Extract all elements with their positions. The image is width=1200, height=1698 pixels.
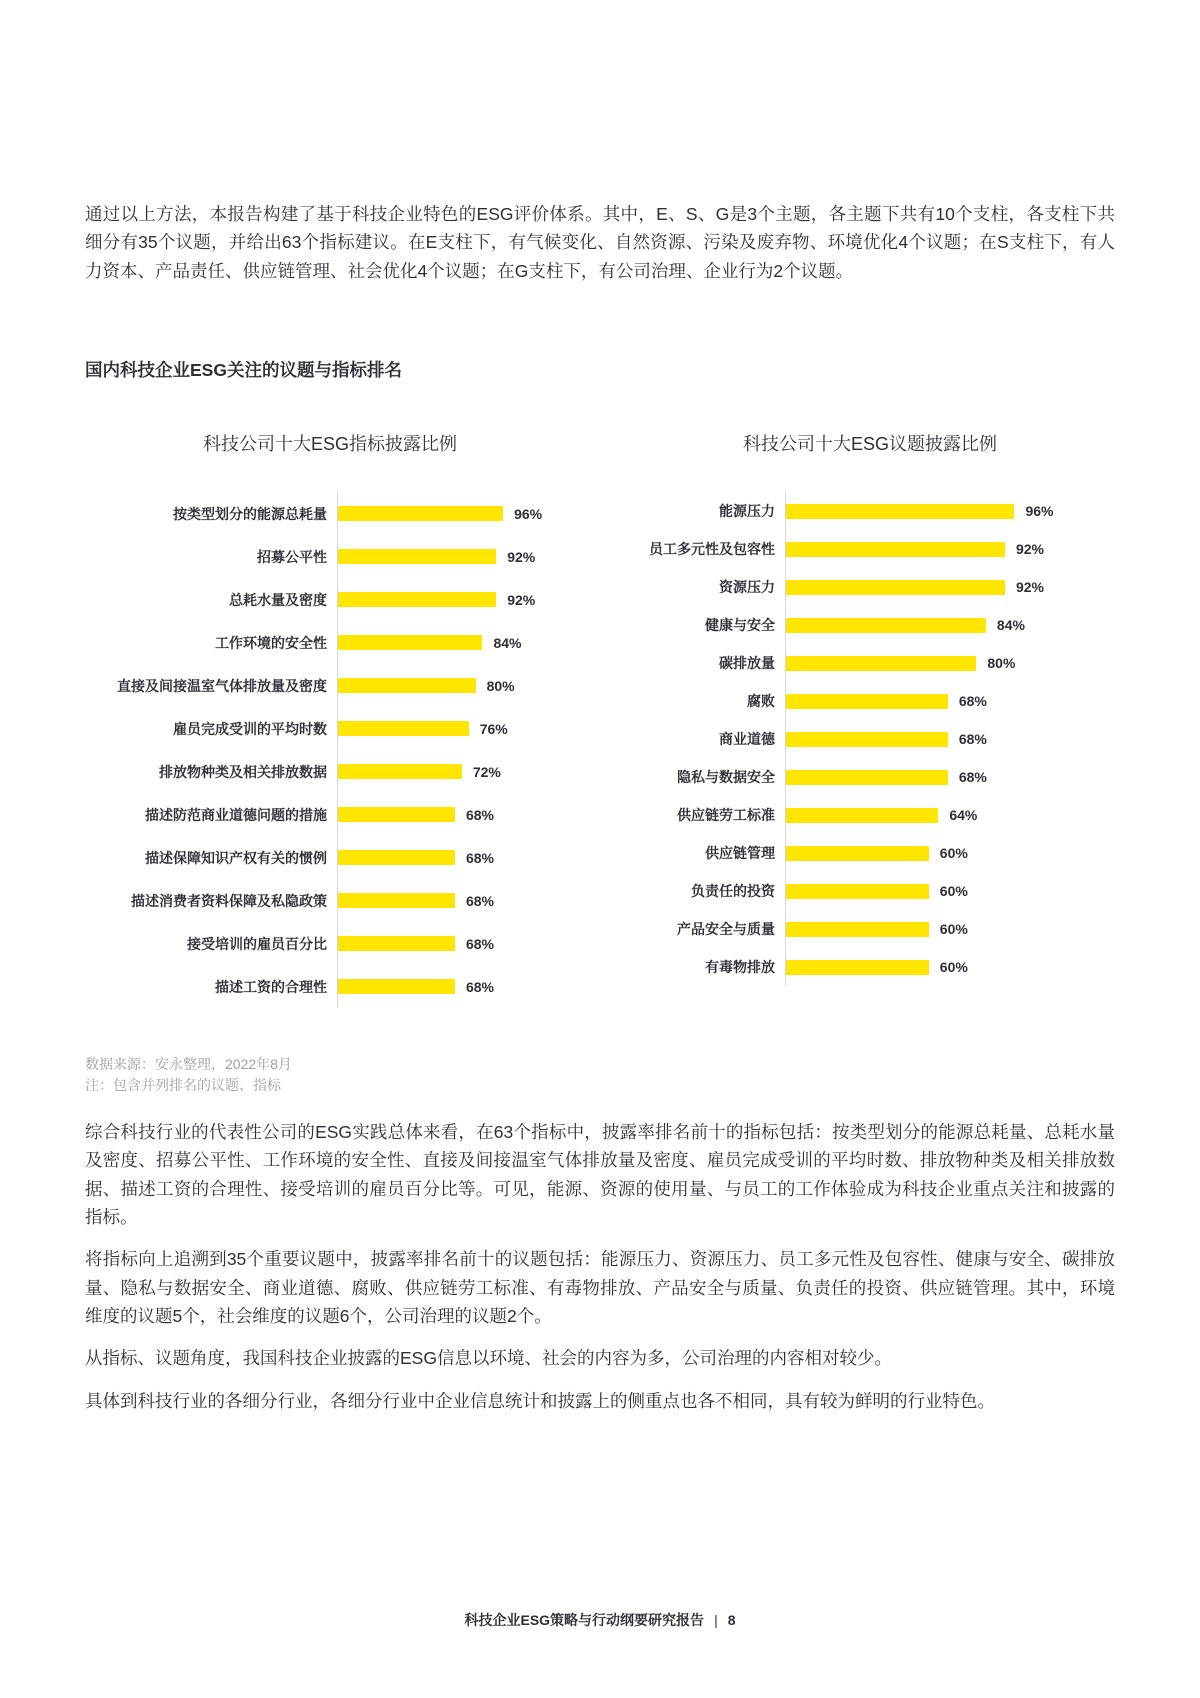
bar-category-label: 排放物种类及相关排放数据 [159, 763, 327, 780]
chart-row [635, 872, 1105, 910]
chart-row [95, 793, 565, 836]
bar [338, 850, 455, 865]
bar-area [785, 720, 1105, 758]
bar-category-label: 描述防范商业道德问题的措施 [145, 806, 327, 823]
bar [338, 549, 496, 564]
bar [786, 542, 1005, 557]
page-footer [0, 1610, 1200, 1630]
bar-value-label: 68% [465, 892, 494, 909]
bar-value-label: 92% [1015, 579, 1044, 596]
bar-area [785, 492, 1105, 530]
bar-value-label: 84% [493, 634, 522, 651]
bar-category-label: 总耗水量及密度 [229, 591, 327, 608]
source-note [85, 1054, 1115, 1096]
bar-area [337, 965, 565, 1008]
body-paragraph: 具体到科技行业的各细分行业，各细分行业中企业信息统计和披露上的侧重点也各不相同，具有较为鲜明的行业特色。 [85, 1390, 995, 1411]
bar-value-label: 92% [507, 591, 536, 608]
bar-category-label: 员工多元性及包容性 [649, 541, 775, 558]
bar-value-label: 96% [514, 505, 543, 522]
bar [786, 504, 1014, 519]
bar [338, 721, 469, 736]
chart-row [95, 836, 565, 879]
chart-row [95, 535, 565, 578]
note-line: 注：包含并列排名的议题、指标 [85, 1077, 281, 1094]
chart-rows [95, 492, 565, 1008]
chart-title: 科技公司十大ESG指标披露比例 [202, 434, 457, 455]
bar-value-label: 68% [465, 806, 494, 823]
bar-category-label: 能源压力 [719, 503, 775, 520]
bar-value-label: 68% [465, 935, 494, 952]
bar-category-label: 招募公平性 [257, 548, 327, 565]
bar-category-label: 描述保障知识产权有关的惯例 [145, 849, 327, 866]
bar [338, 979, 455, 994]
bar-category-label: 负责任的投资 [691, 883, 775, 900]
chart-row [95, 578, 565, 621]
bar-category-label: 按类型划分的能源总耗量 [173, 505, 327, 522]
bar-category-label: 商业道德 [719, 731, 775, 748]
bar-value-label: 84% [996, 617, 1025, 634]
chart-row [95, 707, 565, 750]
bar-area [785, 568, 1105, 606]
bar-category-label: 产品安全与质量 [677, 921, 775, 938]
bar-area [337, 879, 565, 922]
bar-area [337, 578, 565, 621]
bar [786, 656, 976, 671]
chart-row [635, 834, 1105, 872]
bar-category-label: 碳排放量 [719, 655, 775, 672]
bar-area [785, 872, 1105, 910]
chart-row [635, 530, 1105, 568]
bar-area [785, 834, 1105, 872]
chart-row [95, 621, 565, 664]
bar-area [785, 682, 1105, 720]
bar-area [785, 606, 1105, 644]
bar-value-label: 64% [949, 807, 978, 824]
bar-area [337, 922, 565, 965]
footer-report-title: 科技企业ESG策略与行动纲要研究报告 [464, 1612, 705, 1628]
chart-row [95, 664, 565, 707]
bar [786, 808, 938, 823]
bar-area [785, 530, 1105, 568]
bar [338, 893, 455, 908]
body-paragraph: 综合科技行业的代表性公司的ESG实践总体来看，在63个指标中，披露率排名前十的指标包括：按类型划分的能源总耗量、总耗水量及密度、招募公平性、工作环境的安全性、直接及间接温室气体排放量及密度、雇员完成受训的平均时数、排放物种类及相关排放数据、描述工资的合理性、接受培训的雇员百分比等。可见，能源、资源的使用量、与员工的工作体验成为科技企业重点关注和披露的指标。 [85, 1122, 1115, 1228]
body-paragraphs [85, 1118, 1115, 1415]
bar-category-label: 供应链劳工标准 [677, 807, 775, 824]
footer-separator: | [714, 1612, 718, 1628]
chart-row [635, 492, 1105, 530]
chart-esg-topics [635, 430, 1105, 1008]
chart-row [95, 879, 565, 922]
bar-category-label: 工作环境的安全性 [215, 634, 327, 651]
bar-value-label: 68% [958, 731, 987, 748]
bar-area [337, 836, 565, 879]
chart-esg-indicators [95, 430, 565, 1008]
footer-page-number: 8 [727, 1612, 736, 1628]
bar-value-label: 92% [1015, 541, 1044, 558]
bar-category-label: 直接及间接温室气体排放量及密度 [117, 677, 327, 694]
bar [786, 846, 929, 861]
bar-area [337, 707, 565, 750]
chart-row [635, 606, 1105, 644]
chart-row [635, 910, 1105, 948]
bar-category-label: 资源压力 [719, 579, 775, 596]
bar-area [337, 793, 565, 836]
chart-row [635, 644, 1105, 682]
bar-value-label: 76% [479, 720, 508, 737]
bar-value-label: 80% [987, 655, 1016, 672]
bar [786, 618, 986, 633]
section-heading: 国内科技企业ESG关注的议题与指标排名 [85, 360, 402, 381]
bar-value-label: 60% [939, 883, 968, 900]
body-paragraph: 将指标向上追溯到35个重要议题中，披露率排名前十的议题包括：能源压力、资源压力、员工多元性及包容性、健康与安全、碳排放量、隐私与数据安全、商业道德、腐败、供应链劳工标准、有毒物排放、产品安全与质量、负责任的投资、供应链管理。其中，环境维度的议题5个，社会维度的议题6个，公司治理的议题2个。 [85, 1249, 1115, 1327]
bar-category-label: 有毒物排放 [705, 959, 775, 976]
bar-area [337, 492, 565, 535]
chart-row [635, 948, 1105, 986]
bar-value-label: 60% [939, 845, 968, 862]
bar-category-label: 隐私与数据安全 [677, 769, 775, 786]
chart-title: 科技公司十大ESG议题披露比例 [742, 434, 997, 455]
bar-area [337, 750, 565, 793]
bar [338, 936, 455, 951]
bar [338, 678, 476, 693]
chart-row [95, 750, 565, 793]
bar [338, 506, 503, 521]
bar [786, 884, 929, 899]
bar [786, 580, 1005, 595]
bar-category-label: 描述工资的合理性 [215, 978, 327, 995]
bar-value-label: 68% [958, 769, 987, 786]
bar [786, 732, 948, 747]
chart-row [635, 758, 1105, 796]
bar-value-label: 60% [939, 959, 968, 976]
bar-area [785, 644, 1105, 682]
bar-value-label: 68% [465, 849, 494, 866]
chart-rows [635, 492, 1105, 986]
bar-area [785, 796, 1105, 834]
bar-area [785, 758, 1105, 796]
bar-area [785, 910, 1105, 948]
bar-area [337, 664, 565, 707]
bar-value-label: 60% [939, 921, 968, 938]
chart-row [635, 568, 1105, 606]
bar-value-label: 68% [958, 693, 987, 710]
bar-category-label: 供应链管理 [705, 845, 775, 862]
chart-row [95, 492, 565, 535]
bar-value-label: 80% [486, 677, 515, 694]
bar-value-label: 92% [507, 548, 536, 565]
bar-area [785, 948, 1105, 986]
bar [338, 807, 455, 822]
intro-paragraph: 通过以上方法，本报告构建了基于科技企业特色的ESG评价体系。其中，E、S、G是3个主题，各主题下共有10个支柱，各支柱下共细分有35个议题，并给出63个指标建议。在E支柱下，有气候变化、自然资源、污染及废弃物、环境优化4个议题；在S支柱下，有人力资本、产品责任、供应链管理、社会优化4个议题；在G支柱下，有公司治理、企业行为2个议题。 [85, 204, 1115, 281]
bar-area [337, 621, 565, 664]
bar-category-label: 描述消费者资料保障及私隐政策 [131, 892, 327, 909]
bar [786, 922, 929, 937]
bar [786, 694, 948, 709]
bar-category-label: 雇员完成受训的平均时数 [173, 720, 327, 737]
bar [786, 770, 948, 785]
bar-category-label: 健康与安全 [705, 617, 775, 634]
chart-row [635, 720, 1105, 758]
bar-value-label: 72% [472, 763, 501, 780]
bar-value-label: 68% [465, 978, 494, 995]
body-paragraph: 从指标、议题角度，我国科技企业披露的ESG信息以环境、社会的内容为多，公司治理的内容相对较少。 [85, 1348, 892, 1369]
bar-category-label: 接受培训的雇员百分比 [187, 935, 327, 952]
source-line: 数据来源：安永整理，2022年8月 [85, 1056, 292, 1073]
bar [338, 764, 462, 779]
bar [786, 960, 929, 975]
chart-row [95, 965, 565, 1008]
chart-row [635, 682, 1105, 720]
chart-row [95, 922, 565, 965]
bar [338, 592, 496, 607]
bar-category-label: 腐败 [747, 693, 775, 710]
bar [338, 635, 482, 650]
chart-row [635, 796, 1105, 834]
bar-area [337, 535, 565, 578]
bar-value-label: 96% [1025, 503, 1054, 520]
charts-wrapper [85, 430, 1115, 1008]
